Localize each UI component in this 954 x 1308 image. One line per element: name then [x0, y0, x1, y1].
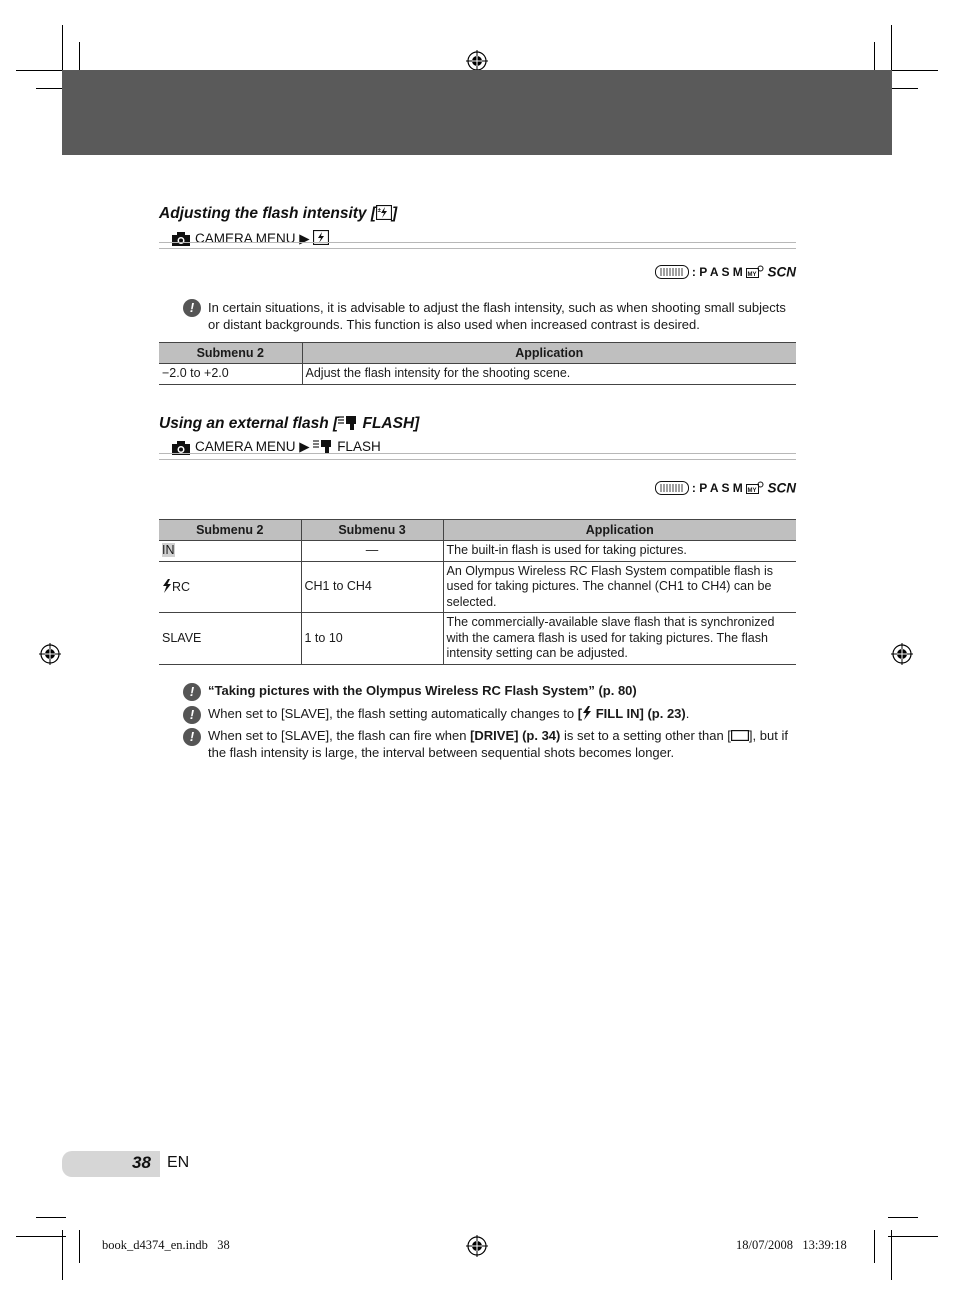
registration-mark-icon	[466, 1235, 488, 1257]
section-title-flash-intensity: Adjusting the flash intensity [ ± ]	[159, 205, 398, 222]
page-number: 38	[132, 1153, 151, 1172]
table-header: Submenu 2	[159, 343, 302, 364]
external-flash-icon	[313, 439, 333, 453]
crop-mark	[36, 1217, 66, 1218]
note-slave-fill-in: When set to [SLAVE], the flash setting automatically changes to [ FILL IN] (p. 23).	[208, 706, 690, 721]
flash-icon	[582, 706, 592, 720]
caution-icon: !	[183, 683, 201, 701]
svg-text:MY: MY	[747, 487, 757, 494]
note-rc-flash-reference: “Taking pictures with the Olympus Wireless RC Flash System” (p. 80)	[208, 683, 637, 698]
crop-mark	[891, 1230, 892, 1280]
caution-icon: !	[183, 728, 201, 746]
svg-text:±: ±	[377, 208, 381, 214]
crop-mark	[62, 25, 63, 75]
svg-text:MY: MY	[747, 271, 757, 278]
crop-mark	[874, 1230, 875, 1263]
crop-mark	[888, 1236, 938, 1237]
section-title-external-flash: Using an external flash [ FLASH]	[159, 415, 420, 432]
divider	[159, 242, 796, 249]
table-cell: CH1 to CH4	[301, 561, 443, 613]
crop-mark	[62, 1230, 63, 1280]
table-header: Submenu 2	[159, 520, 301, 541]
registration-mark-icon	[39, 643, 61, 665]
note-flash-intensity: In certain situations, it is advisable to adjust the flash intensity, such as when shooting small subjects or distant backgrounds. This function is also used when increased contrast is desired.	[208, 300, 786, 332]
footer-file-info: book_d4374_en.indb 38	[102, 1238, 230, 1252]
crop-mark	[888, 1217, 918, 1218]
table-header: Application	[302, 343, 796, 364]
footer-timestamp: 18/07/2008 13:39:18	[736, 1238, 847, 1252]
flash-icon	[162, 579, 172, 593]
menu-path-flash-intensity: CAMERA MENU ▶	[159, 232, 796, 248]
table-cell: −2.0 to +2.0	[159, 364, 302, 385]
caution-icon: !	[183, 299, 201, 317]
mymode-icon	[746, 481, 764, 495]
divider	[159, 453, 796, 460]
table-header: Application	[443, 520, 796, 541]
page-language: EN	[167, 1154, 190, 1171]
table-cell: SLAVE	[159, 613, 301, 665]
table-flash-intensity	[159, 342, 796, 385]
table-row	[159, 364, 796, 385]
table-external-flash	[159, 519, 796, 665]
table-cell: RC	[159, 561, 301, 613]
table-row	[159, 613, 796, 665]
crop-mark	[16, 70, 66, 71]
table-cell: An Olympus Wireless RC Flash System compatible flash is used for taking pictures. The channel (CH1 to CH4) can be selected.	[443, 561, 796, 613]
caution-icon: !	[183, 706, 201, 724]
table-cell: —	[301, 541, 443, 562]
table-cell: Adjust the flash intensity for the shooting scene.	[302, 364, 796, 385]
mode-indicator: : P A S M MY SCN	[655, 264, 796, 279]
crop-mark	[891, 25, 892, 75]
registration-mark-icon	[466, 50, 488, 72]
external-flash-icon	[338, 415, 358, 430]
note-slave-drive: When set to [SLAVE], the flash can fire when [DRIVE] (p. 34) is set to a setting other than [ ], but if the flash intensity is large, the interval between sequential shots becomes longer.	[208, 728, 788, 760]
crop-mark	[79, 1230, 80, 1263]
menu-path-external-flash: CAMERA MENU ▶ FLASH	[159, 441, 796, 457]
table-cell: The commercially-available slave flash that is synchronized with the camera flash is used for taking pictures. The flash intensity setting can be adjusted.	[443, 613, 796, 665]
table-cell: 1 to 10	[301, 613, 443, 665]
table-row	[159, 541, 796, 562]
mymode-icon	[746, 265, 764, 279]
table-cell: The built-in flash is used for taking pictures.	[443, 541, 796, 562]
table-header: Submenu 3	[301, 520, 443, 541]
table-cell: IN	[159, 541, 301, 562]
mode-dial-icon	[655, 265, 689, 279]
mode-indicator: : P A S M MY SCN	[655, 480, 796, 495]
crop-mark	[888, 88, 918, 89]
crop-mark	[16, 1236, 66, 1237]
table-row	[159, 561, 796, 613]
header-band	[62, 70, 892, 155]
registration-mark-icon	[891, 643, 913, 665]
mode-dial-icon	[655, 481, 689, 495]
crop-mark	[888, 70, 938, 71]
single-frame-icon	[731, 730, 749, 741]
flash-intensity-icon	[376, 205, 392, 220]
